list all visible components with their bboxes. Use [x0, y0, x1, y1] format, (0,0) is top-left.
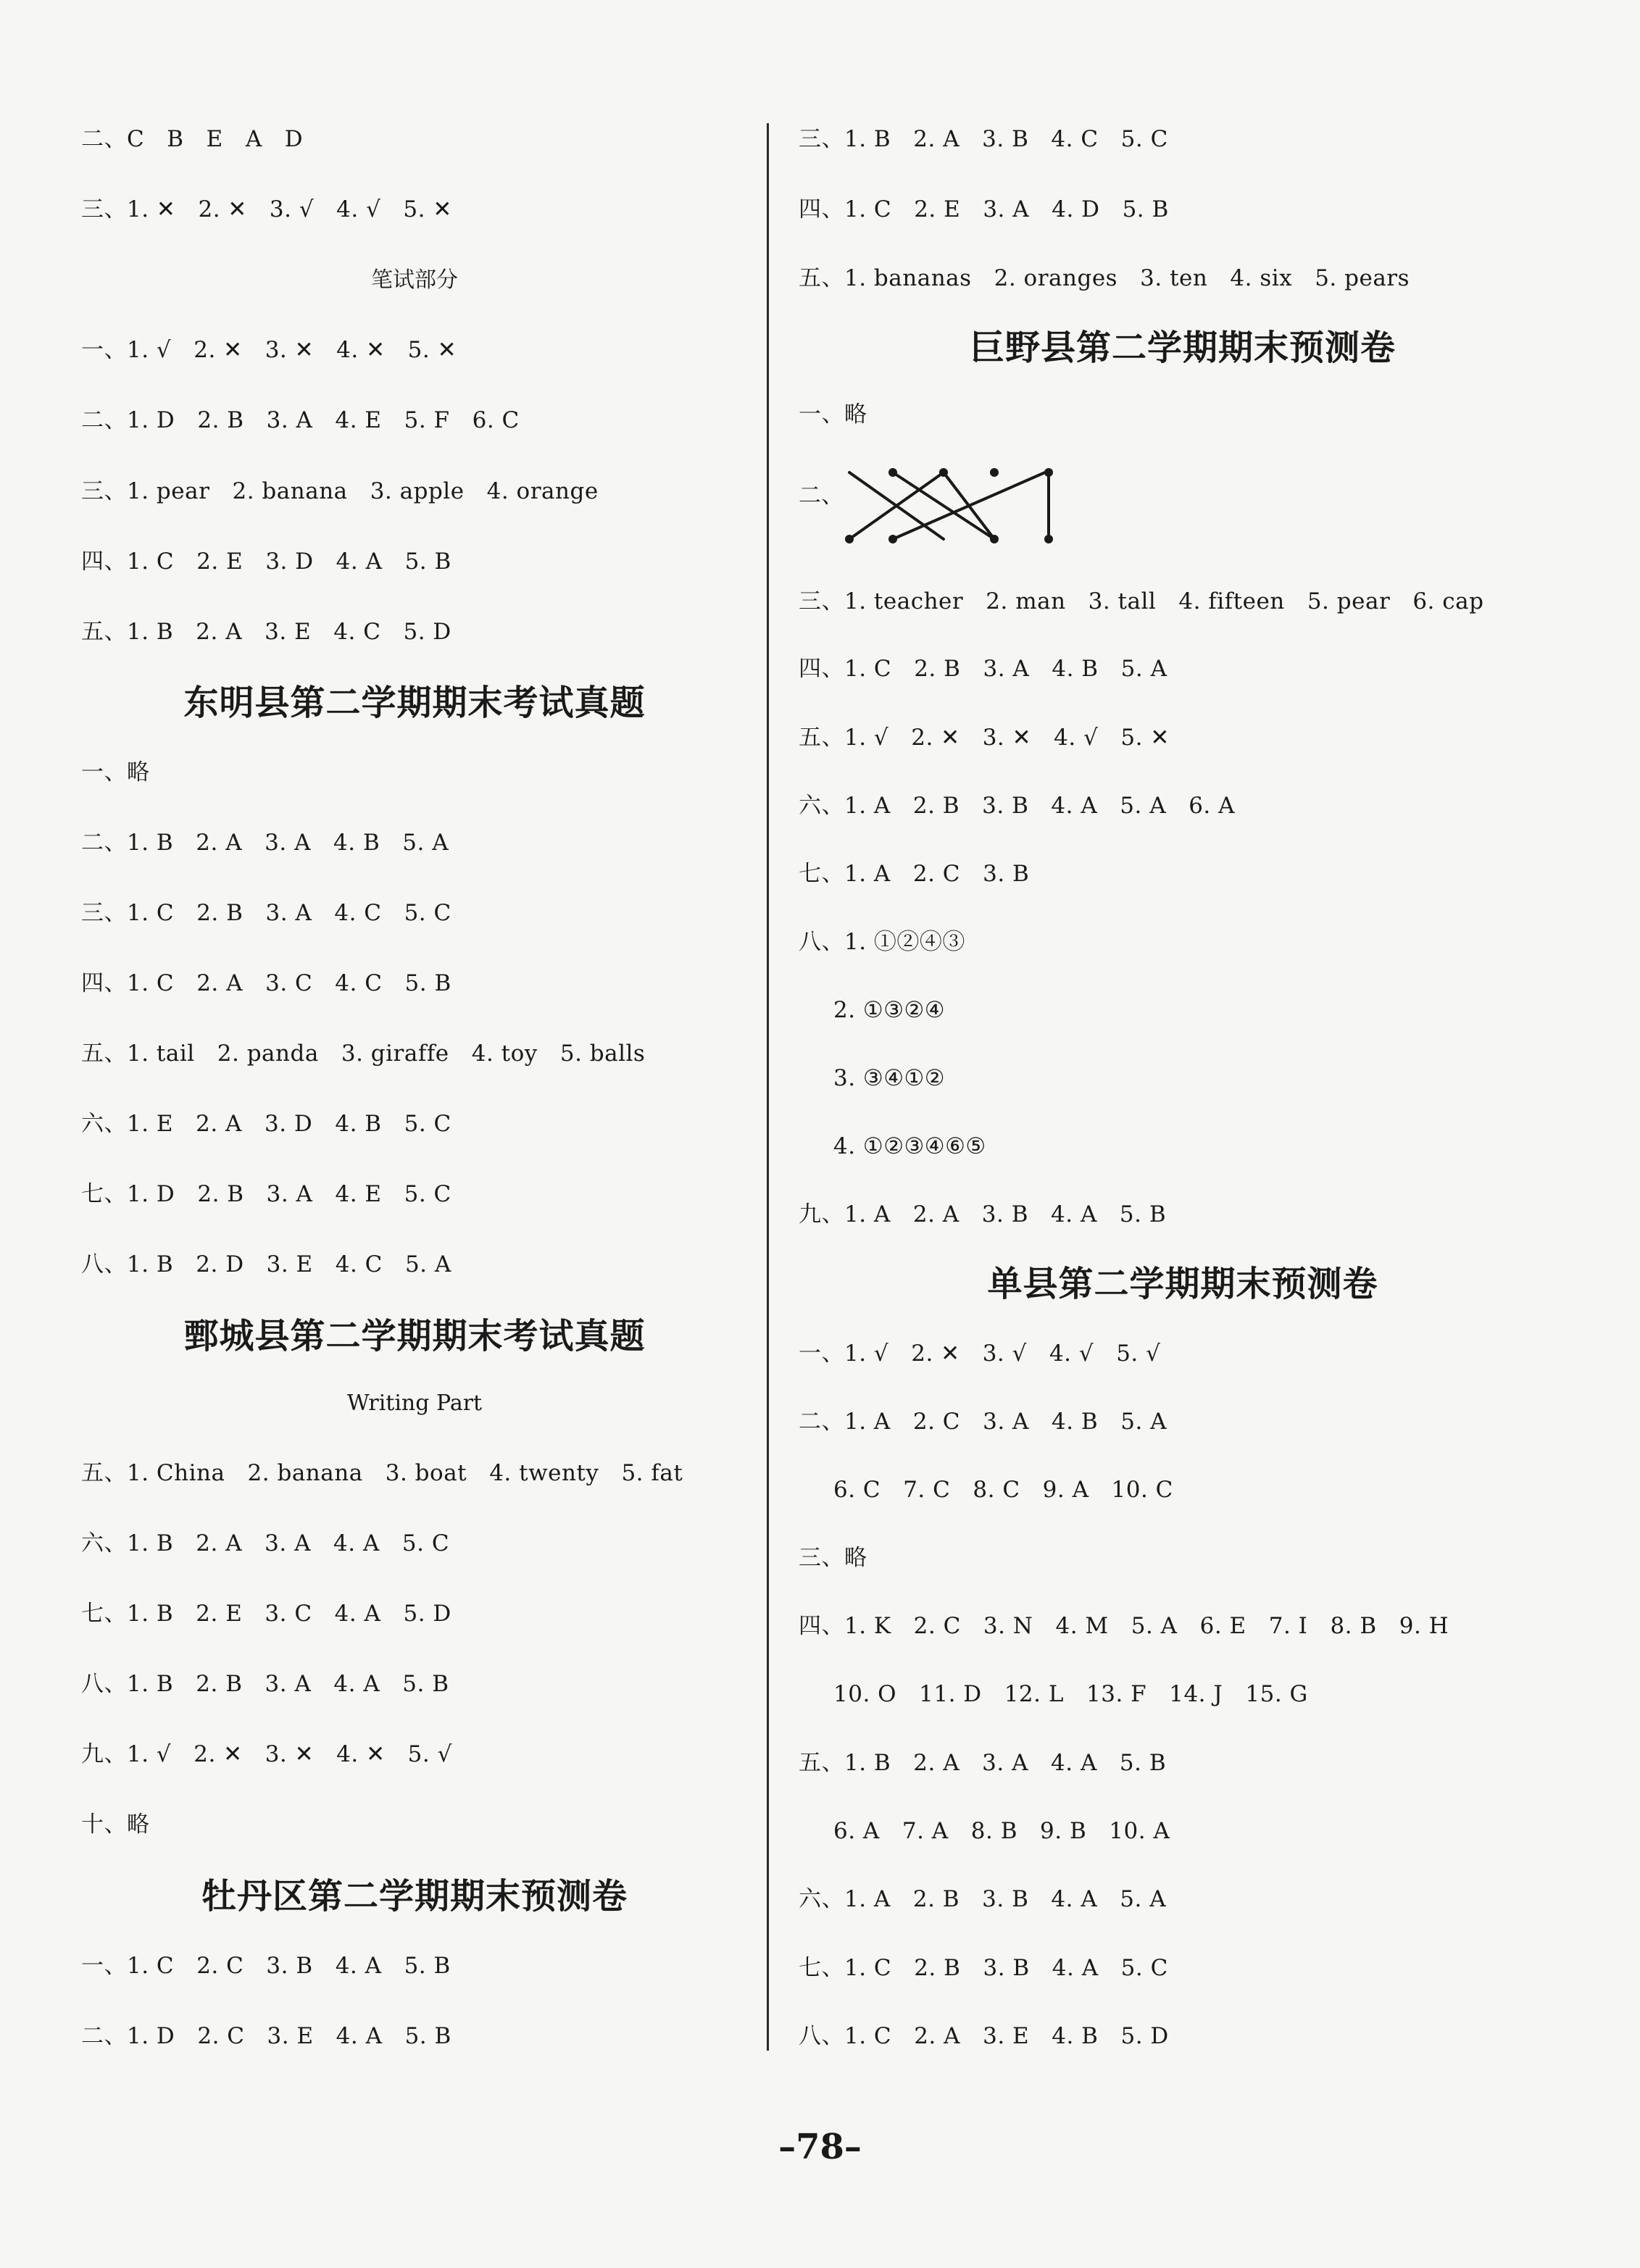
section-heading: 牡丹区第二学期期末预测卷 — [201, 1876, 628, 1917]
matching-lines-diagram — [799, 456, 1103, 543]
answer-line: 三、1. pear 2. banana 3. apple 4. orange — [81, 478, 599, 504]
answer-line: 四、1. C 2. A 3. C 4. C 5. B — [81, 970, 451, 996]
answer-line: 八、1. C 2. A 3. E 4. B 5. D — [799, 2023, 1169, 2049]
answer-line: 七、1. C 2. B 3. B 4. A 5. C — [799, 1955, 1168, 1981]
answer-line: 二、1. D 2. C 3. E 4. A 5. B — [81, 2023, 451, 2049]
answer-line: 六、1. A 2. B 3. B 4. A 5. A 6. A — [799, 793, 1236, 819]
answer-line: 三、1. C 2. B 3. A 4. C 5. C — [81, 900, 451, 926]
answer-line: 六、1. A 2. B 3. B 4. A 5. A — [799, 1886, 1167, 1912]
answer-line: 二、1. D 2. B 3. A 4. E 5. F 6. C — [81, 407, 520, 433]
answer-line: 五、1. B 2. A 3. A 4. A 5. B — [799, 1750, 1167, 1776]
answer-line: 五、1. tail 2. panda 3. giraffe 4. toy 5. balls — [81, 1041, 646, 1067]
answer-line: 七、1. B 2. E 3. C 4. A 5. D — [81, 1601, 451, 1627]
section-heading: 鄄城县第二学期期末考试真题 — [183, 1316, 646, 1356]
answer-line: 六、1. B 2. A 3. A 4. A 5. C — [81, 1530, 450, 1556]
section-subheading: Writing Part — [346, 1391, 483, 1416]
answer-line: 四、1. C 2. E 3. A 4. D 5. B — [799, 196, 1169, 222]
column-divider — [767, 123, 769, 2051]
answer-line: 五、1. B 2. A 3. E 4. C 5. D — [81, 619, 451, 645]
answer-line: 一、略 — [81, 759, 150, 785]
answer-line: 一、1. C 2. C 3. B 4. A 5. B — [81, 1953, 451, 1979]
answer-line: 七、1. A 2. C 3. B — [799, 861, 1030, 887]
answer-line: 3. ③④①② — [833, 1065, 946, 1091]
answer-line: 五、1. bananas 2. oranges 3. ten 4. six 5. pears — [799, 265, 1410, 291]
answer-line: 八、1. B 2. D 3. E 4. C 5. A — [81, 1251, 451, 1277]
answer-line: 九、1. √ 2. ✕ 3. ✕ 4. ✕ 5. √ — [81, 1741, 452, 1767]
section-heading: 单县第二学期期末预测卷 — [987, 1264, 1378, 1304]
answer-line: 八、1. B 2. B 3. A 4. A 5. B — [81, 1671, 449, 1697]
page-number: –78– — [778, 2127, 862, 2167]
answer-line: 10. O 11. D 12. L 13. F 14. J 15. G — [833, 1681, 1308, 1707]
answer-line: 三、1. teacher 2. man 3. tall 4. fifteen 5. pear 6. cap — [799, 588, 1484, 614]
answer-line: 四、1. K 2. C 3. N 4. M 5. A 6. E 7. I 8. B 9. H — [799, 1613, 1449, 1639]
matching-answer — [799, 456, 1103, 543]
answer-line: 二、C B E A D — [81, 126, 304, 152]
section-subheading: 笔试部分 — [371, 267, 458, 293]
answer-line: 一、1. √ 2. ✕ 3. ✕ 4. ✕ 5. ✕ — [81, 337, 457, 363]
answer-line: 七、1. D 2. B 3. A 4. E 5. C — [81, 1181, 451, 1207]
answer-line: 二、 — [799, 483, 844, 509]
section-heading: 巨野县第二学期期末预测卷 — [969, 328, 1396, 368]
answer-line: 十、略 — [81, 1812, 150, 1838]
answer-line: 6. A 7. A 8. B 9. B 10. A — [833, 1818, 1170, 1844]
section-heading: 东明县第二学期期末考试真题 — [183, 683, 646, 723]
answer-line: 八、1. ①②④③ — [799, 929, 965, 955]
answer-line: 三、略 — [799, 1545, 867, 1571]
answer-line: 九、1. A 2. A 3. B 4. A 5. B — [799, 1201, 1167, 1227]
answer-line: 五、1. √ 2. ✕ 3. ✕ 4. √ 5. ✕ — [799, 725, 1170, 751]
answer-line: 2. ①③②④ — [833, 997, 946, 1023]
answer-line: 三、1. B 2. A 3. B 4. C 5. C — [799, 126, 1168, 152]
answer-line: 一、略 — [799, 401, 867, 428]
answer-line: 三、1. ✕ 2. ✕ 3. √ 4. √ 5. ✕ — [81, 196, 452, 222]
answer-line: 一、1. √ 2. ✕ 3. √ 4. √ 5. √ — [799, 1341, 1161, 1367]
answer-line: 6. C 7. C 8. C 9. A 10. C — [833, 1477, 1173, 1503]
answer-line: 五、1. China 2. banana 3. boat 4. twenty 5. fat — [81, 1460, 683, 1486]
answer-line: 二、1. A 2. C 3. A 4. B 5. A — [799, 1409, 1167, 1435]
answer-line: 四、1. C 2. B 3. A 4. B 5. A — [799, 656, 1167, 682]
answer-line: 二、1. B 2. A 3. A 4. B 5. A — [81, 830, 449, 856]
answer-line: 4. ①②③④⑥⑤ — [833, 1133, 986, 1159]
answer-line: 六、1. E 2. A 3. D 4. B 5. C — [81, 1111, 451, 1137]
answer-line: 四、1. C 2. E 3. D 4. A 5. B — [81, 549, 451, 575]
